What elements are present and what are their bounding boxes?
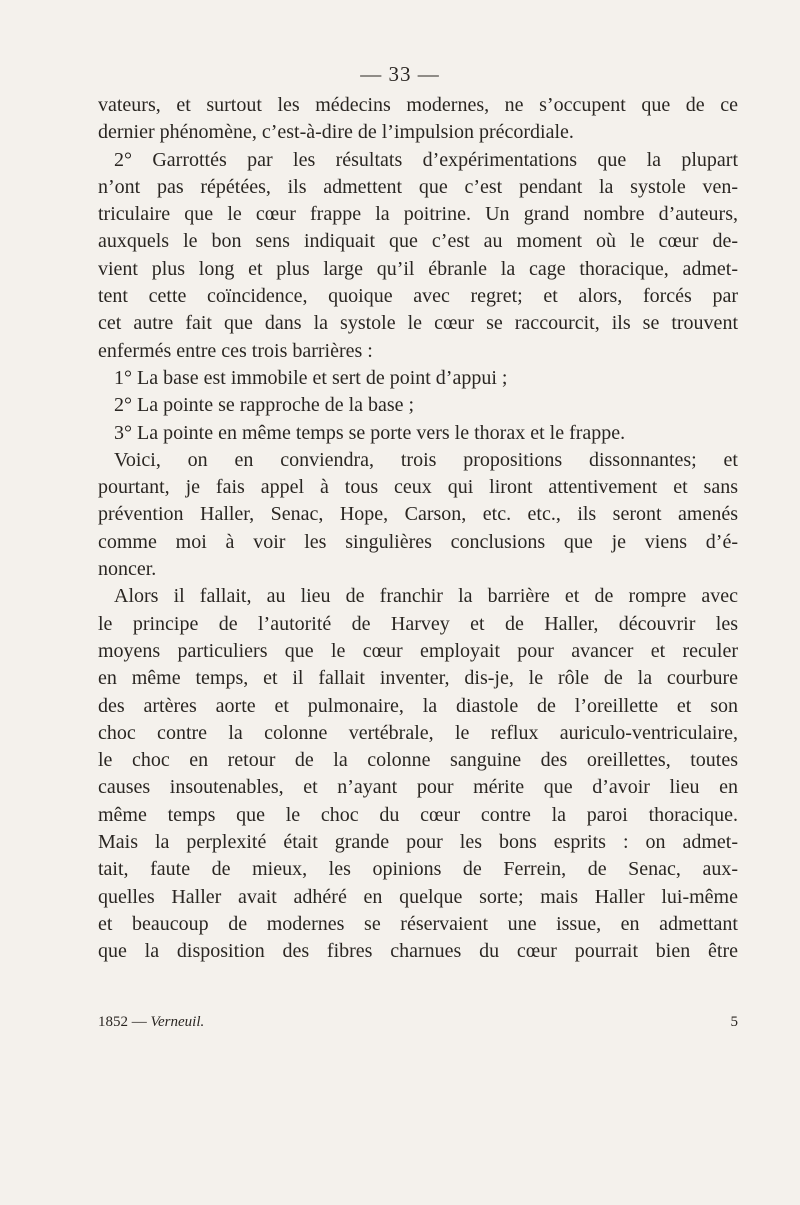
text-line: comme moi à voir les singulières conclusions que je viens d’é-	[98, 530, 738, 553]
text-line: Mais la perplexité était grande pour les bons esprits : on admet-	[98, 831, 738, 854]
text-line: quelles Haller avait adhéré en quelque sorte; mais Haller lui-même	[98, 885, 738, 908]
text-line: Voici, on en conviendra, trois propositions dissonnantes; et	[114, 448, 738, 471]
text-line: triculaire que le cœur frappe la poitrine. Un grand nombre d’auteurs,	[98, 203, 738, 226]
text-line: noncer.	[98, 558, 157, 581]
signature-mark: 5	[730, 1014, 738, 1030]
page-number: — 33 —	[360, 62, 440, 86]
text-line: choc contre la colonne vertébrale, le reflux auriculo-ventriculaire,	[98, 721, 738, 744]
text-line: des artères aorte et pulmonaire, la diastole de l’oreillette et son	[98, 694, 738, 717]
text-line: auxquels le bon sens indiquait que c’est au moment où le cœur de-	[98, 230, 738, 253]
body-text	[98, 92, 738, 966]
text-line: le choc en retour de la colonne sanguine des oreillettes, toutes	[98, 749, 738, 772]
text-line: que la disposition des fibres charnues du cœur pourrait bien être	[98, 940, 738, 963]
text-line: prévention Haller, Senac, Hope, Carson, etc. etc., ils seront amenés	[98, 503, 738, 526]
text-line: vateurs, et surtout les médecins modernes, ne s’occupent que de ce	[98, 94, 738, 116]
text-line: tent cette coïncidence, quoique avec regret; et alors, forcés par	[98, 285, 738, 308]
text-line: 2° Garrottés par les résultats d’expérimentations que la plupart	[114, 148, 738, 171]
text-line: moyens particuliers que le cœur employait pour avancer et reculer	[98, 639, 738, 662]
text-line: Alors il fallait, au lieu de franchir la barrière et de rompre avec	[114, 585, 738, 608]
text-line: même temps que le choc du cœur contre la paroi thoracique.	[98, 803, 738, 826]
footer-imprint	[98, 1014, 204, 1031]
text-line: pourtant, je fais appel à tous ceux qui liront attentivement et sans	[98, 476, 738, 499]
text-line: 1° La base est immobile et sert de point d’appui ;	[114, 366, 508, 389]
text-line: causes insoutenables, et n’ayant pour mérite que d’avoir lieu en	[98, 776, 738, 799]
text-line: le principe de l’autorité de Harvey et de Haller, découvrir les	[98, 612, 738, 635]
footer-separator: —	[131, 1014, 147, 1030]
text-line: n’ont pas répétées, ils admettent que c’est pendant la systole ven-	[98, 175, 738, 198]
text-line: tait, faute de mieux, les opinions de Ferrein, de Senac, aux-	[98, 858, 738, 881]
text-line: et beaucoup de modernes se réservaient une issue, en admettant	[98, 912, 738, 935]
text-line: enfermés entre ces trois barrières :	[98, 339, 373, 362]
text-line: vient plus long et plus large qu’il ébranle la cage thoracique, admet-	[98, 257, 738, 280]
text-line: en même temps, et il fallait inventer, dis-je, le rôle de la courbure	[98, 667, 738, 690]
text-line: cet autre fait que dans la systole le cœur se raccourcit, ils se trouvent	[98, 312, 738, 335]
footer-year: 1852	[98, 1014, 128, 1030]
footer-author: Verneuil.	[150, 1014, 205, 1030]
text-line: 2° La pointe se rapproche de la base ;	[114, 394, 415, 417]
text-line: dernier phénomène, c’est-à-dire de l’impulsion précordiale.	[98, 121, 574, 144]
text-line: 3° La pointe en même temps se porte vers le thorax et le frappe.	[114, 421, 626, 444]
